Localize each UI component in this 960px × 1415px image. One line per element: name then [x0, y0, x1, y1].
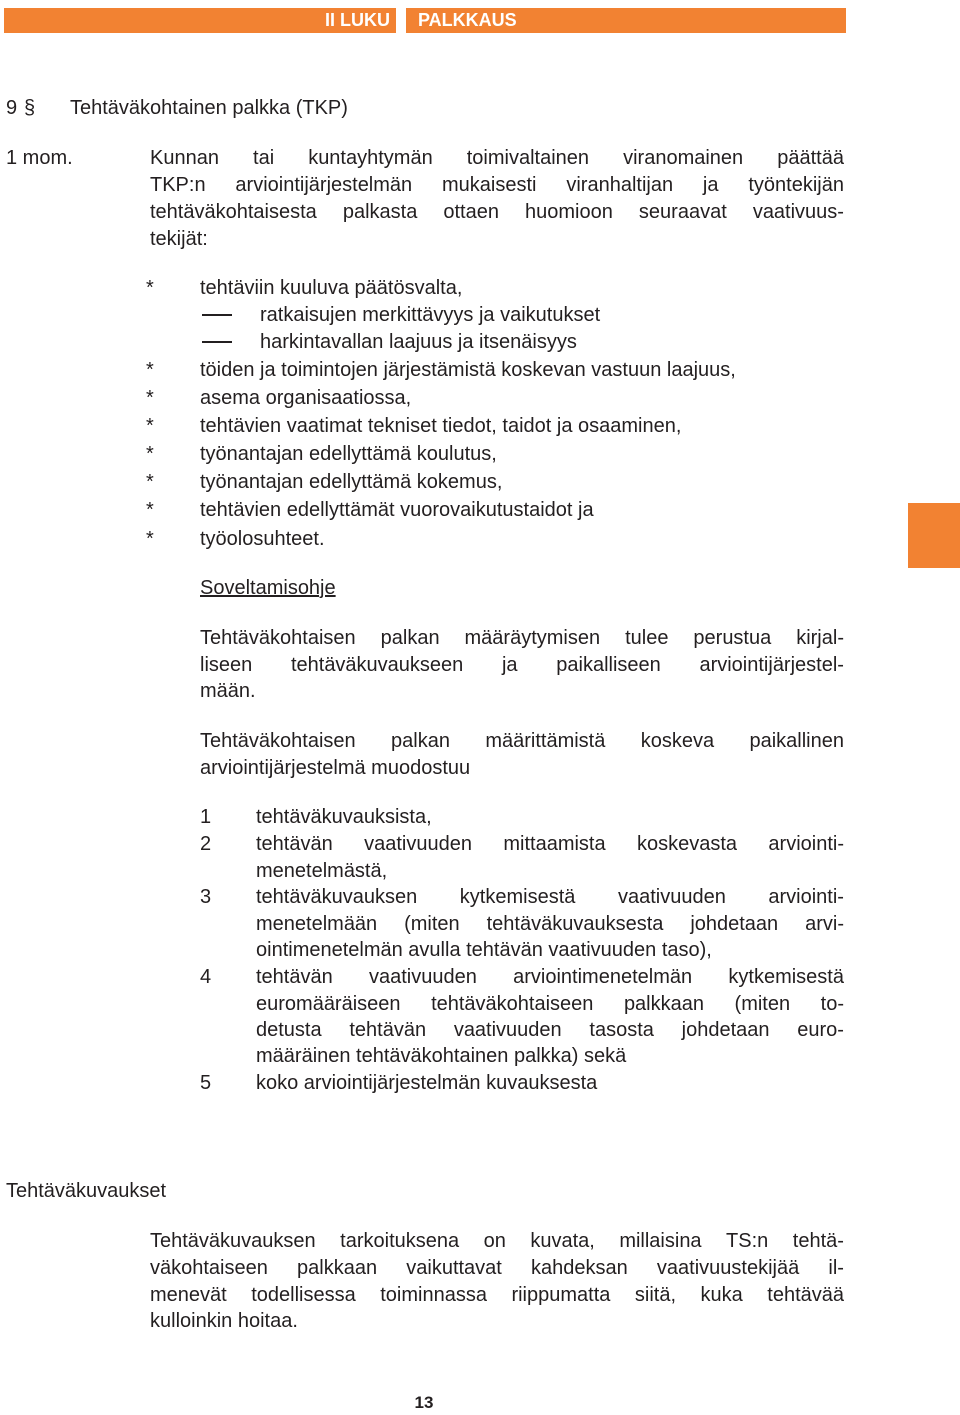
word: TS:n	[726, 1230, 769, 1252]
bullet-text: tehtävien vaatimat tekniset tiedot, taidot ja osaaminen,	[200, 415, 682, 437]
word: arviointi-	[768, 886, 844, 908]
numbered-item-text: ointimenetelmän avulla tehtävän vaativuuden taso),	[256, 939, 712, 961]
side-tab-marker	[908, 503, 960, 568]
tehtavakuvaukset-line	[150, 1256, 844, 1280]
word: il-	[828, 1257, 844, 1279]
word: kytkemisestä	[459, 886, 576, 908]
word: koskeva	[640, 730, 715, 752]
word: euro-	[797, 1019, 844, 1041]
guidance-para1-line: mään.	[200, 680, 256, 702]
numbered-item-number: 4	[200, 966, 212, 988]
dash-marker	[202, 341, 232, 343]
word: paikalliseen	[556, 654, 661, 676]
word: paikallinen	[749, 730, 844, 752]
tehtavakuvaukset-line: kulloinkin hoitaa.	[150, 1310, 298, 1332]
section-number: 9	[6, 97, 18, 119]
word: palkasta	[342, 201, 418, 223]
word: menetelmään	[256, 913, 378, 935]
word: euromääräiseen	[256, 993, 401, 1015]
word: vaativuuden	[369, 966, 477, 988]
word: työntekijän	[748, 174, 844, 196]
asterisk-marker: *	[146, 443, 154, 465]
word: tehtäväkuvaukseen	[290, 654, 464, 676]
word: to-	[820, 993, 844, 1015]
word: viranhaltijan	[566, 174, 674, 196]
word: ja	[501, 654, 518, 676]
bullet-text: tehtävien edellyttämät vuorovaikutustaidot ja	[200, 499, 594, 521]
word: vaikuttavat	[406, 1257, 502, 1279]
word: koskevasta	[636, 833, 738, 855]
numbered-item-line	[256, 832, 844, 856]
word: perustua	[693, 627, 772, 649]
word: arvi-	[805, 913, 844, 935]
mom-intro-line-4: tekijät:	[150, 228, 208, 250]
bullet-text: töiden ja toimintojen järjestämistä koskevan vastuun laajuus,	[200, 359, 736, 381]
numbered-item-number: 5	[200, 1072, 212, 1094]
word: kuka	[700, 1284, 743, 1306]
word: väkohtaiseen	[150, 1257, 268, 1279]
asterisk-marker: *	[146, 277, 154, 299]
guidance-para2-line	[200, 729, 844, 753]
word: kytkemisestä	[728, 966, 844, 988]
asterisk-marker: *	[146, 528, 154, 550]
word: vaativuuden	[364, 833, 472, 855]
tehtavakuvaukset-line	[150, 1283, 844, 1307]
section-title: Tehtäväkohtainen palkka (TKP)	[70, 97, 348, 119]
mom-intro-line-1	[150, 146, 844, 170]
word: tehtävää	[767, 1284, 844, 1306]
numbered-item-number: 1	[200, 806, 212, 828]
word: vaativuuden	[453, 1019, 562, 1041]
word: tulee	[625, 627, 669, 649]
word: tehtäväkuvauksen	[256, 886, 418, 908]
word: (miten	[734, 993, 791, 1015]
numbered-item-line	[256, 912, 844, 936]
word: tehtäväkuvauksesta	[486, 913, 664, 935]
word: vaativuus-	[752, 201, 844, 223]
word: johdetaan	[690, 913, 779, 935]
word: tehtäväkohtaiseen	[431, 993, 594, 1015]
bullet-text: työolosuhteet.	[200, 528, 325, 550]
word: palkan	[391, 730, 450, 752]
word: palkkaan	[623, 993, 704, 1015]
word: määrittämistä	[485, 730, 606, 752]
word: tai	[253, 147, 275, 169]
word: palkkaan	[297, 1257, 378, 1279]
guidance-para1-line	[200, 653, 844, 677]
section-sign: §	[24, 97, 36, 119]
word: määräytymisen	[464, 627, 601, 649]
word: ottaen	[443, 201, 499, 223]
word: mukaisesti	[442, 174, 537, 196]
mom-intro-line-2	[150, 173, 844, 197]
word: Tehtäväkohtaisen	[200, 627, 356, 649]
word: viranomainen	[623, 147, 744, 169]
numbered-item-text: koko arviointijärjestelmän kuvauksesta	[256, 1072, 598, 1094]
chapter-header: II LUKU	[4, 8, 396, 33]
word: tarkoituksena	[340, 1230, 460, 1252]
word: kahdeksan	[531, 1257, 628, 1279]
word: mittaamista	[503, 833, 606, 855]
guidance-heading: Soveltamisohje	[200, 577, 336, 599]
asterisk-marker: *	[146, 415, 154, 437]
word: tasosta	[589, 1019, 654, 1041]
word: on	[483, 1230, 506, 1252]
word: toimivaltainen	[466, 147, 590, 169]
sub-item	[200, 301, 700, 329]
word: tehtäväkohtaisesta	[150, 201, 317, 223]
asterisk-marker: *	[146, 471, 154, 493]
mom-label: 1 mom.	[6, 147, 73, 169]
word: Kunnan	[150, 147, 219, 169]
sub-item	[200, 328, 700, 356]
numbered-item-number: 3	[200, 886, 212, 908]
word: vaativuuden	[617, 886, 726, 908]
bullet-text: asema organisaatiossa,	[200, 387, 412, 409]
word: kuntayhtymän	[308, 147, 433, 169]
word: siitä,	[634, 1284, 677, 1306]
guidance-para1-line	[200, 626, 844, 650]
sub-item-text: ratkaisujen merkittävyys ja vaikutukset	[260, 304, 601, 326]
dash-marker	[202, 314, 232, 316]
asterisk-marker: *	[146, 499, 154, 521]
word: arviointijärjestelmän	[235, 174, 413, 196]
numbered-item-line	[256, 1018, 844, 1042]
word: TKP:n	[150, 174, 206, 196]
word: palkan	[380, 627, 440, 649]
bullet-text: tehtäviin kuuluva päätösvalta,	[200, 277, 463, 299]
word: arviointijärjestel-	[699, 654, 844, 676]
word: huomioon	[525, 201, 613, 223]
numbered-item-text: tehtäväkuvauksista,	[256, 806, 432, 828]
bullet-text: työnantajan edellyttämä kokemus,	[200, 471, 503, 493]
bullet-text: työnantajan edellyttämä koulutus,	[200, 443, 497, 465]
tehtavakuvaukset-line	[150, 1229, 844, 1253]
word: detusta	[256, 1019, 322, 1041]
word: tehtävän	[349, 1019, 427, 1041]
word: seuraavat	[638, 201, 727, 223]
word: arviointimenetelmän	[513, 966, 693, 988]
numbered-item-line	[256, 992, 844, 1016]
asterisk-marker: *	[146, 387, 154, 409]
word: arviointi-	[768, 833, 844, 855]
word: kuvata,	[530, 1230, 595, 1252]
mom-intro-line-3	[150, 200, 844, 224]
numbered-item-text: määräinen tehtäväkohtainen palkka) sekä	[256, 1045, 627, 1067]
word: toiminnassa	[380, 1284, 487, 1306]
word: millaisina	[619, 1230, 702, 1252]
word: todellisessa	[251, 1284, 356, 1306]
word: päättää	[777, 147, 844, 169]
word: Tehtäväkuvauksen	[150, 1230, 316, 1252]
word: tehtä-	[792, 1230, 844, 1252]
page-number: 13	[414, 1393, 434, 1412]
word: vaativuustekijää	[656, 1257, 800, 1279]
sub-item-text: harkintavallan laajuus ja itsenäisyys	[260, 331, 577, 353]
word: kirjal-	[796, 627, 844, 649]
word: menevät	[150, 1284, 227, 1306]
numbered-item-number: 2	[200, 833, 212, 855]
numbered-item-text: menetelmästä,	[256, 860, 388, 882]
asterisk-marker: *	[146, 359, 154, 381]
tehtavakuvaukset-heading: Tehtäväkuvaukset	[6, 1180, 167, 1202]
numbered-item-line	[256, 965, 844, 989]
numbered-item-line	[256, 885, 844, 909]
section-header: PALKKAUS	[406, 8, 846, 33]
word: johdetaan	[681, 1019, 770, 1041]
word: riippumatta	[511, 1284, 611, 1306]
word: liseen	[200, 654, 253, 676]
word: (miten	[404, 913, 460, 935]
word: tehtävän	[256, 833, 333, 855]
word: ja	[702, 174, 719, 196]
word: Tehtäväkohtaisen	[200, 730, 356, 752]
guidance-para2-line: arviointijärjestelmä muodostuu	[200, 757, 471, 779]
word: tehtävän	[256, 966, 333, 988]
